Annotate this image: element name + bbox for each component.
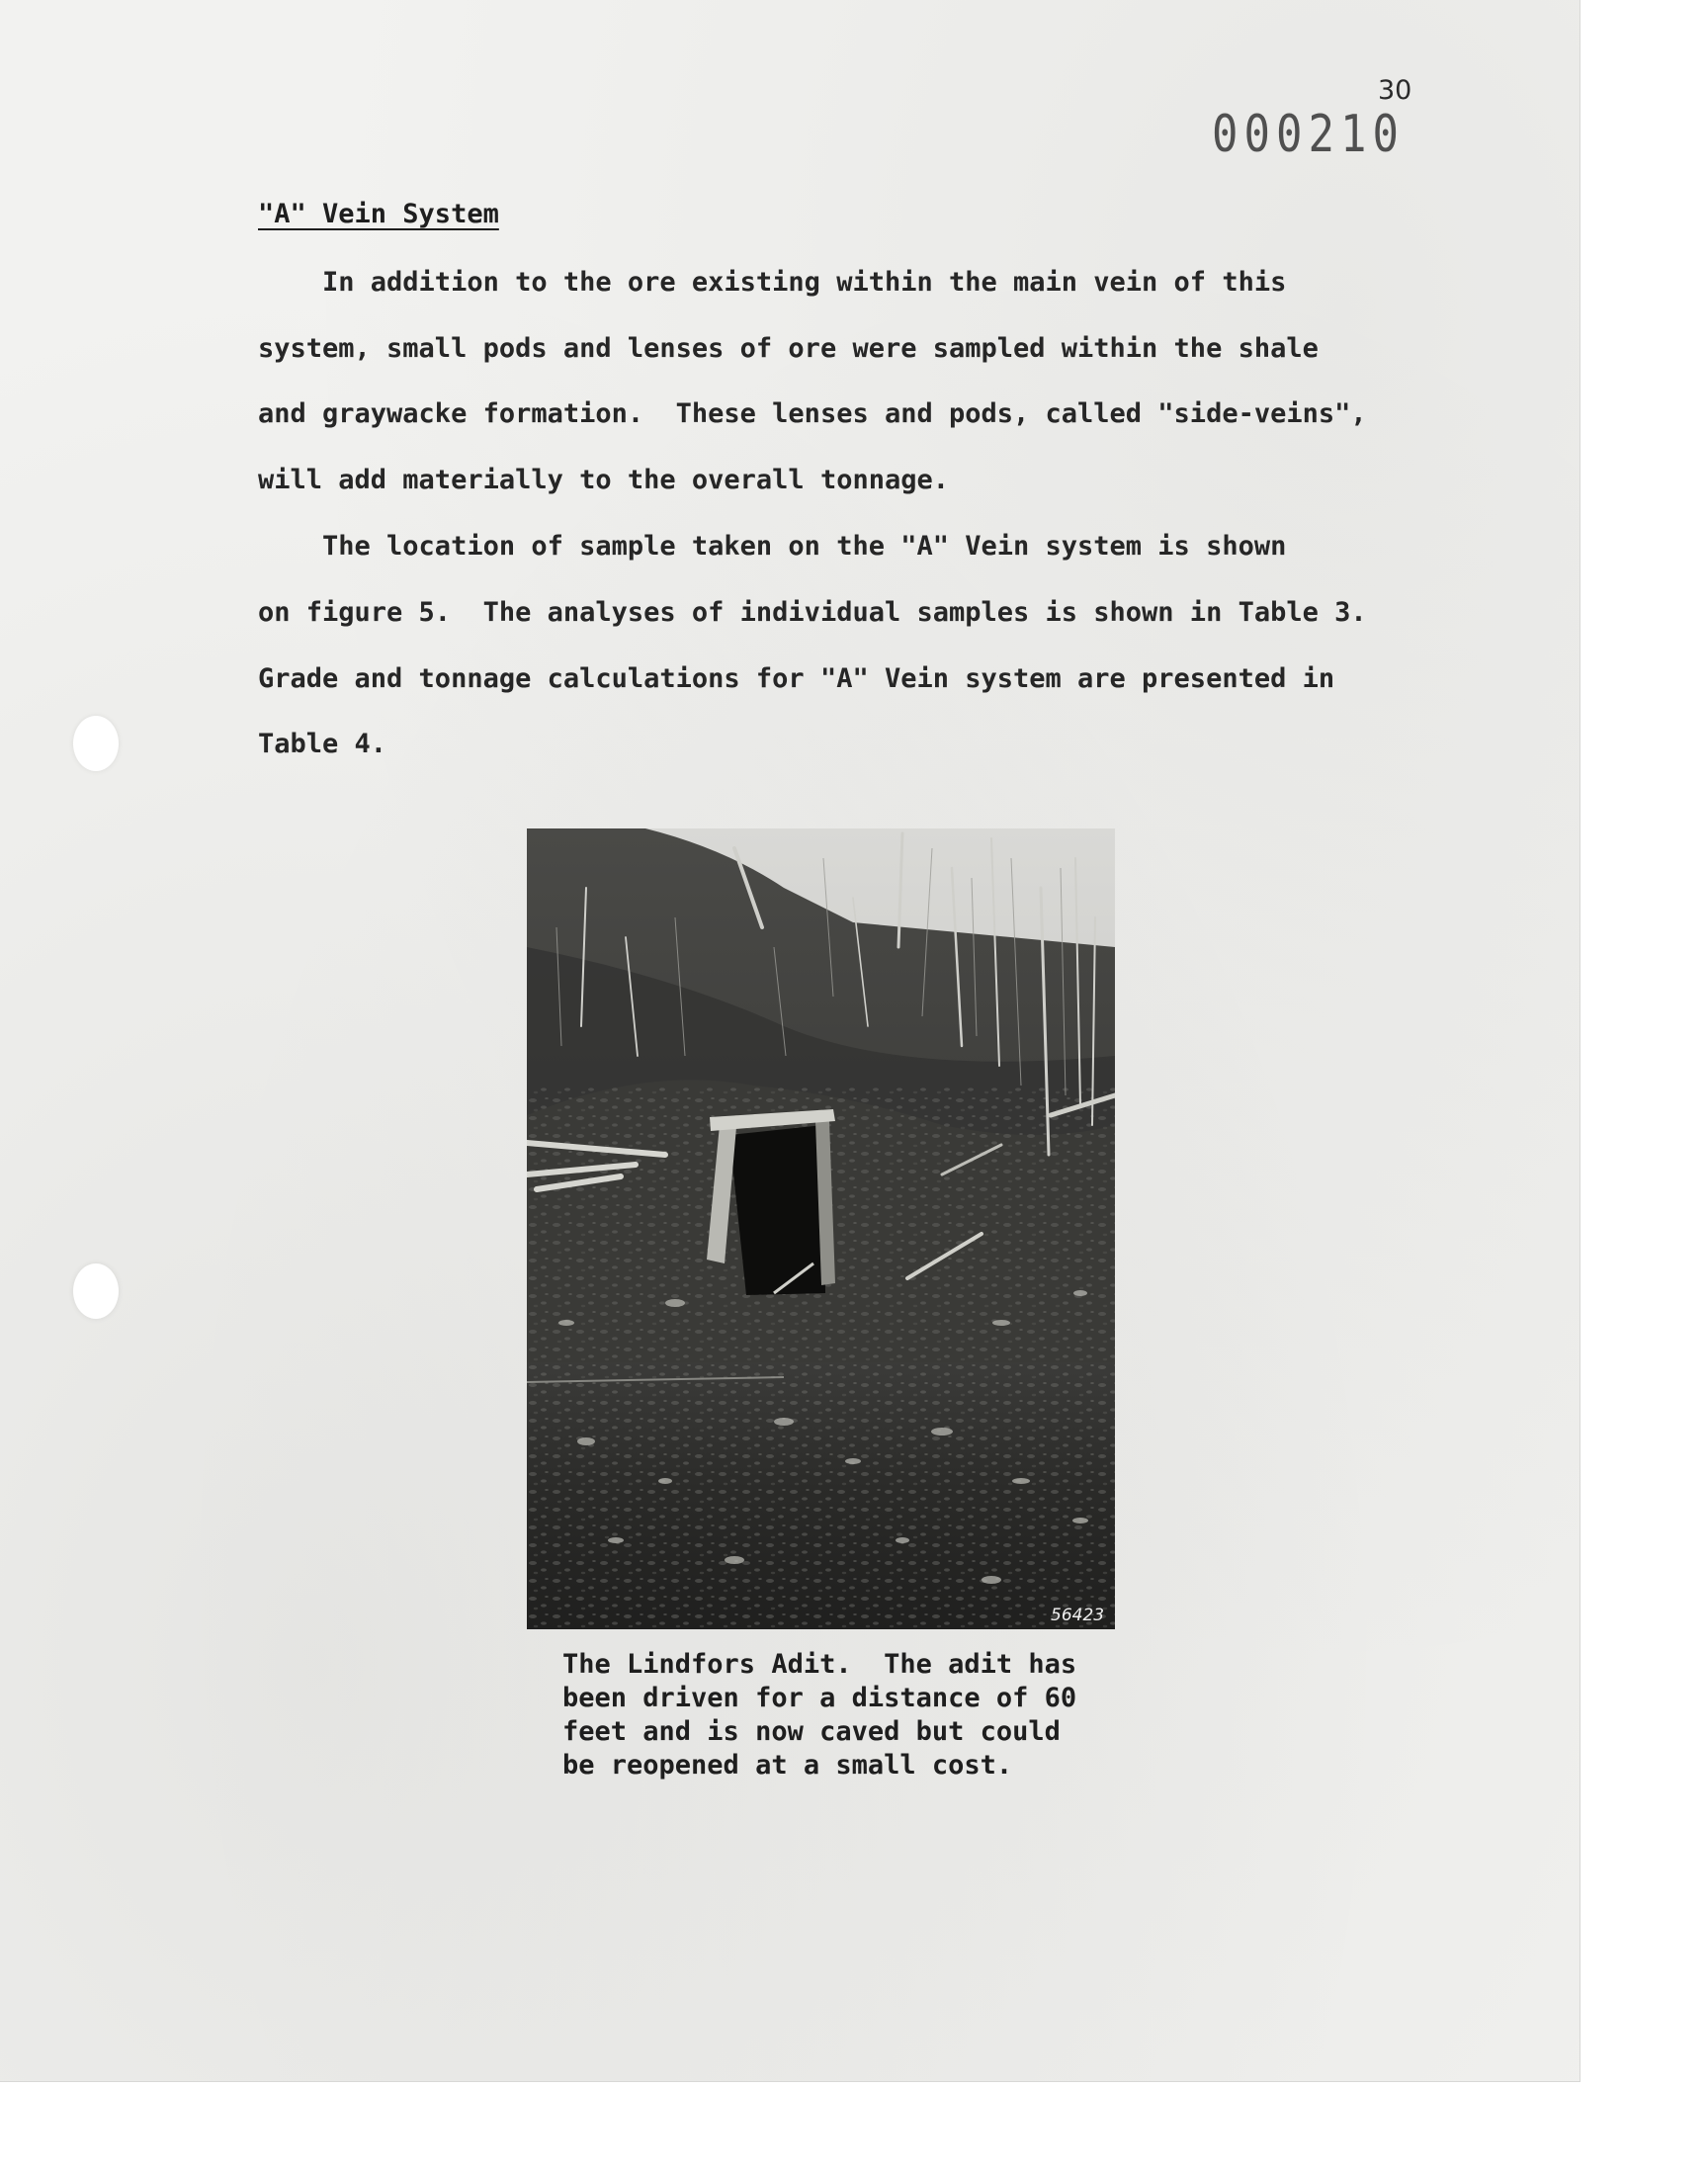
page-number: 30 xyxy=(1378,75,1412,106)
photo-code: 56423 xyxy=(1051,1606,1105,1625)
paragraph-line: on figure 5. The analyses of individual samples is shown in Table 3. xyxy=(258,597,1367,628)
punch-hole-lower xyxy=(73,1263,119,1319)
punch-hole-upper xyxy=(73,716,119,771)
section-heading: "A" Vein System xyxy=(258,199,499,229)
paragraph-line: In addition to the ore existing within the main vein of this xyxy=(258,267,1287,298)
figure-caption-line: feet and is now caved but could xyxy=(562,1716,1061,1747)
figure-caption-line: be reopened at a small cost. xyxy=(562,1750,1013,1781)
paragraph-line: The location of sample taken on the "A" Vein system is shown xyxy=(258,531,1287,562)
lindfors-adit-photo xyxy=(527,828,1115,1629)
paragraph-line: Table 4. xyxy=(258,729,387,759)
paragraph-line: Grade and tonnage calculations for "A" Vein system are presented in xyxy=(258,663,1335,694)
paragraph-line: will add materially to the overall tonnage. xyxy=(258,465,949,495)
document-number: 000210 xyxy=(1212,105,1405,165)
paragraph-line: and graywacke formation. These lenses and pods, called "side-veins", xyxy=(258,398,1367,429)
figure-caption-line: The Lindfors Adit. The adit has xyxy=(562,1649,1077,1680)
paragraph-line: system, small pods and lenses of ore were sampled within the shale xyxy=(258,333,1319,364)
figure-caption-line: been driven for a distance of 60 xyxy=(562,1683,1077,1713)
